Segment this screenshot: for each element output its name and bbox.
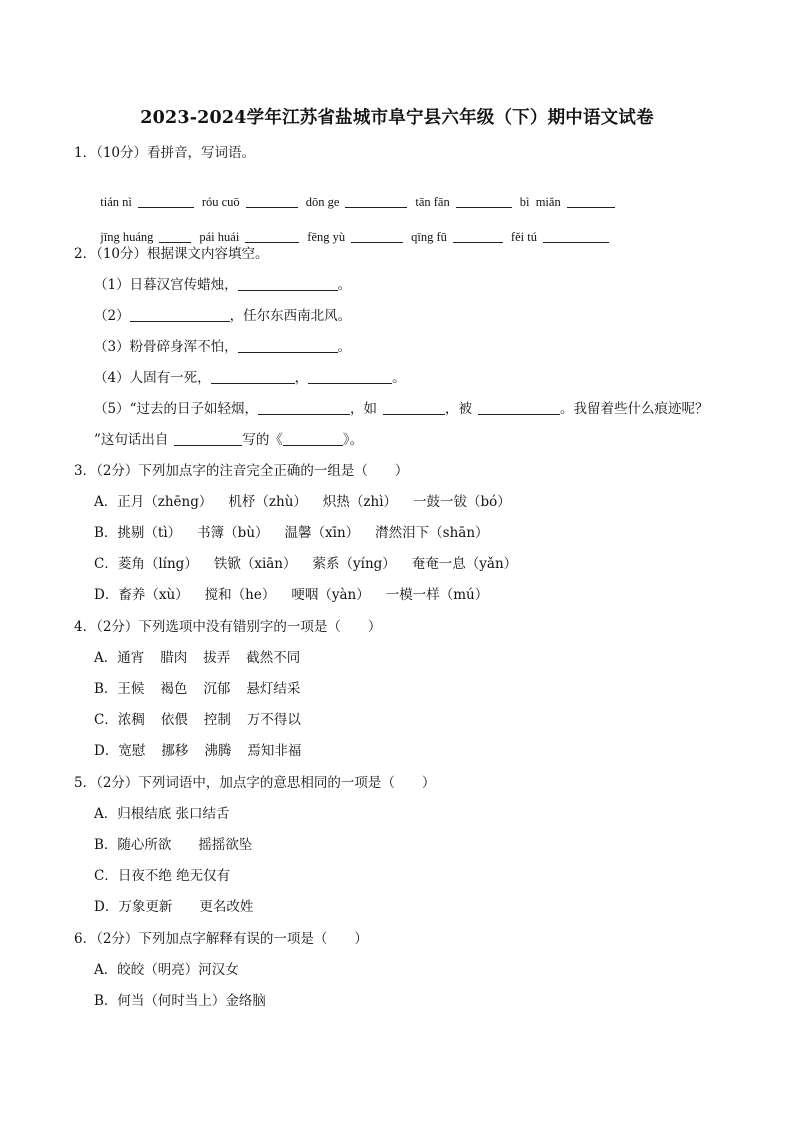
question-6-stem: 6．（2分）下列加点字解释有误的一项是（ ） bbox=[74, 931, 368, 947]
pinyin-item: róu cuō bbox=[201, 195, 240, 209]
option-a[interactable]: A．归根结底 张口结舌 bbox=[94, 806, 230, 822]
option-b[interactable]: B．何当（何时当上）金络脑 bbox=[94, 993, 266, 1009]
pinyin-item: bì miǎn bbox=[519, 195, 561, 209]
answer-blank[interactable] bbox=[478, 401, 560, 415]
pinyin-item: fěi tú bbox=[510, 230, 537, 244]
fill-item-5: （5）“过去的日子如轻烟， ，如 ，被 。我留着些什么痕迹呢？ bbox=[94, 401, 709, 417]
question-1-stem: 1．（10分）看拼音，写词语。 bbox=[74, 145, 256, 161]
answer-blank[interactable] bbox=[453, 229, 503, 243]
fill-item-5-cont: ”这句话出自 写的《 》。 bbox=[94, 432, 364, 448]
option-c[interactable]: C．浓稠 依偎 控制 万不得以 bbox=[94, 712, 301, 728]
answer-blank[interactable] bbox=[258, 401, 350, 415]
answer-blank[interactable] bbox=[211, 370, 295, 384]
option-d[interactable]: D．万象更新 更名改姓 bbox=[94, 899, 254, 915]
answer-blank[interactable] bbox=[456, 194, 512, 208]
option-b[interactable]: B．随心所欲 摇摇欲坠 bbox=[94, 837, 253, 853]
pinyin-item: dōn ge bbox=[305, 195, 340, 209]
answer-blank[interactable] bbox=[159, 229, 191, 243]
answer-blank[interactable] bbox=[543, 229, 609, 243]
option-c[interactable]: C．菱角（líng） 铁锨（xiān） 萦系（yíng） 奄奄一息（yǎn） bbox=[94, 556, 518, 572]
answer-blank[interactable] bbox=[138, 194, 194, 208]
option-a[interactable]: A．通宵 腊肉 拔弄 截然不同 bbox=[94, 650, 301, 666]
question-3-stem: 3．（2分）下列加点字的注音完全正确的一组是（ ） bbox=[74, 463, 409, 479]
answer-blank[interactable] bbox=[174, 432, 242, 446]
page-title: 2023-2024学年江苏省盐城市阜宁县六年级（下）期中语文试卷 bbox=[140, 108, 654, 128]
pinyin-item: jīng huáng bbox=[100, 230, 154, 244]
answer-blank[interactable] bbox=[283, 432, 343, 446]
question-4-stem: 4．（2分）下列选项中没有错别字的一项是（ ） bbox=[74, 619, 382, 635]
fill-item-1: （1）日暮汉宫传蜡烛， 。 bbox=[94, 277, 352, 293]
option-d[interactable]: D．畜养（xù） 搅和（he） 哽咽（yàn） 一模一样（mú） bbox=[94, 587, 489, 603]
answer-blank[interactable] bbox=[238, 339, 338, 353]
option-a[interactable]: A．正月（zhēng） 机杼（zhù） 炽热（zhì） 一鼓一钹（bó） bbox=[94, 494, 511, 510]
option-b[interactable]: B．王候 褐色 沉郁 悬灯结采 bbox=[94, 681, 301, 697]
option-d[interactable]: D．宽慰 挪移 沸腾 焉知非福 bbox=[94, 743, 302, 759]
option-c[interactable]: C．日夜不绝 绝无仅有 bbox=[94, 868, 231, 884]
pinyin-item: pái huái bbox=[199, 230, 240, 244]
answer-blank[interactable] bbox=[246, 194, 298, 208]
pinyin-row-2 bbox=[94, 213, 609, 245]
answer-blank[interactable] bbox=[345, 194, 407, 208]
pinyin-item: tián nì bbox=[100, 195, 132, 209]
fill-item-3: （3）粉骨碎身浑不怕， 。 bbox=[94, 339, 352, 355]
pinyin-row-1 bbox=[94, 178, 615, 210]
answer-blank[interactable] bbox=[567, 194, 615, 208]
pinyin-item: qīng fū bbox=[411, 230, 447, 244]
pinyin-item: fēng yù bbox=[307, 230, 346, 244]
answer-blank[interactable] bbox=[130, 308, 230, 322]
fill-item-4: （4）人固有一死， ， 。 bbox=[94, 370, 406, 386]
answer-blank[interactable] bbox=[238, 277, 338, 291]
pinyin-item: tān fān bbox=[415, 195, 450, 209]
fill-item-2: （2） ，任尔东西南北风。 bbox=[94, 308, 352, 324]
option-b[interactable]: B．挑剔（tì） 书簿（bù） 温馨（xīn） 潸然泪下（shān） bbox=[94, 525, 489, 541]
option-a[interactable]: A．皎皎（明亮）河汉女 bbox=[94, 962, 239, 978]
answer-blank[interactable] bbox=[351, 229, 403, 243]
question-5-stem: 5．（2分）下列词语中，加点字的意思相同的一项是（ ） bbox=[74, 775, 436, 791]
answer-blank[interactable] bbox=[308, 370, 392, 384]
answer-blank[interactable] bbox=[383, 401, 445, 415]
answer-blank[interactable] bbox=[245, 229, 299, 243]
question-2-stem: 2．（10分）根据课文内容填空。 bbox=[74, 246, 269, 262]
